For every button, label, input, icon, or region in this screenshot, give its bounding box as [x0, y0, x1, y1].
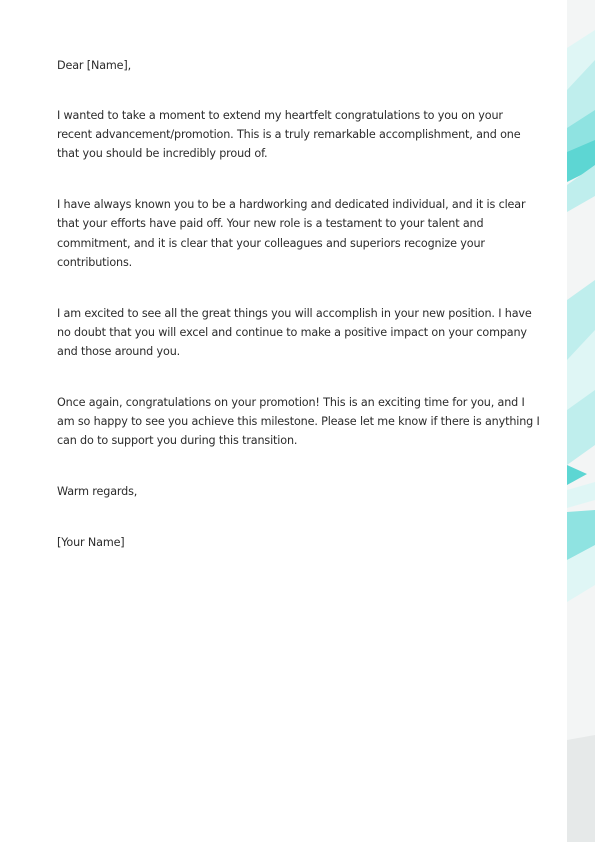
letter-greeting: Dear [Name],: [57, 59, 131, 72]
decor-shape: [567, 465, 587, 485]
decorative-side-band: [567, 0, 595, 842]
letter-paragraph: I wanted to take a moment to extend my heartfelt congratulations to you on your recent advancement/promotion. This is a truly remarkable accomplishment, and one that you should be incredibly proud of.: [57, 109, 521, 161]
letter-signature: [Your Name]: [57, 536, 125, 550]
decor-shape: [567, 735, 595, 842]
geometric-decoration: [567, 0, 595, 842]
letter-closing: Warm regards,: [57, 485, 138, 499]
letter-paragraph: I am excited to see all the great things you will accomplish in your new position. I have no doubt that you will excel and continue to make a positive impact on your company and those around you.: [57, 306, 532, 358]
letter-body: [57, 56, 540, 553]
letter-paragraph: Once again, congratulations on your promotion! This is an exciting time for you, and I am so happy to see you achieve this milestone. Please let me know if there is anything I can do to support you during this transition.: [57, 396, 540, 448]
letter-paragraph: I have always known you to be a hardworking and dedicated individual, and it is clear that your efforts have paid off. Your new role is a testament to your talent and commitment, and it is clear that your colleagues and superiors recognize your contributions.: [57, 198, 526, 269]
decor-shape: [567, 482, 595, 508]
